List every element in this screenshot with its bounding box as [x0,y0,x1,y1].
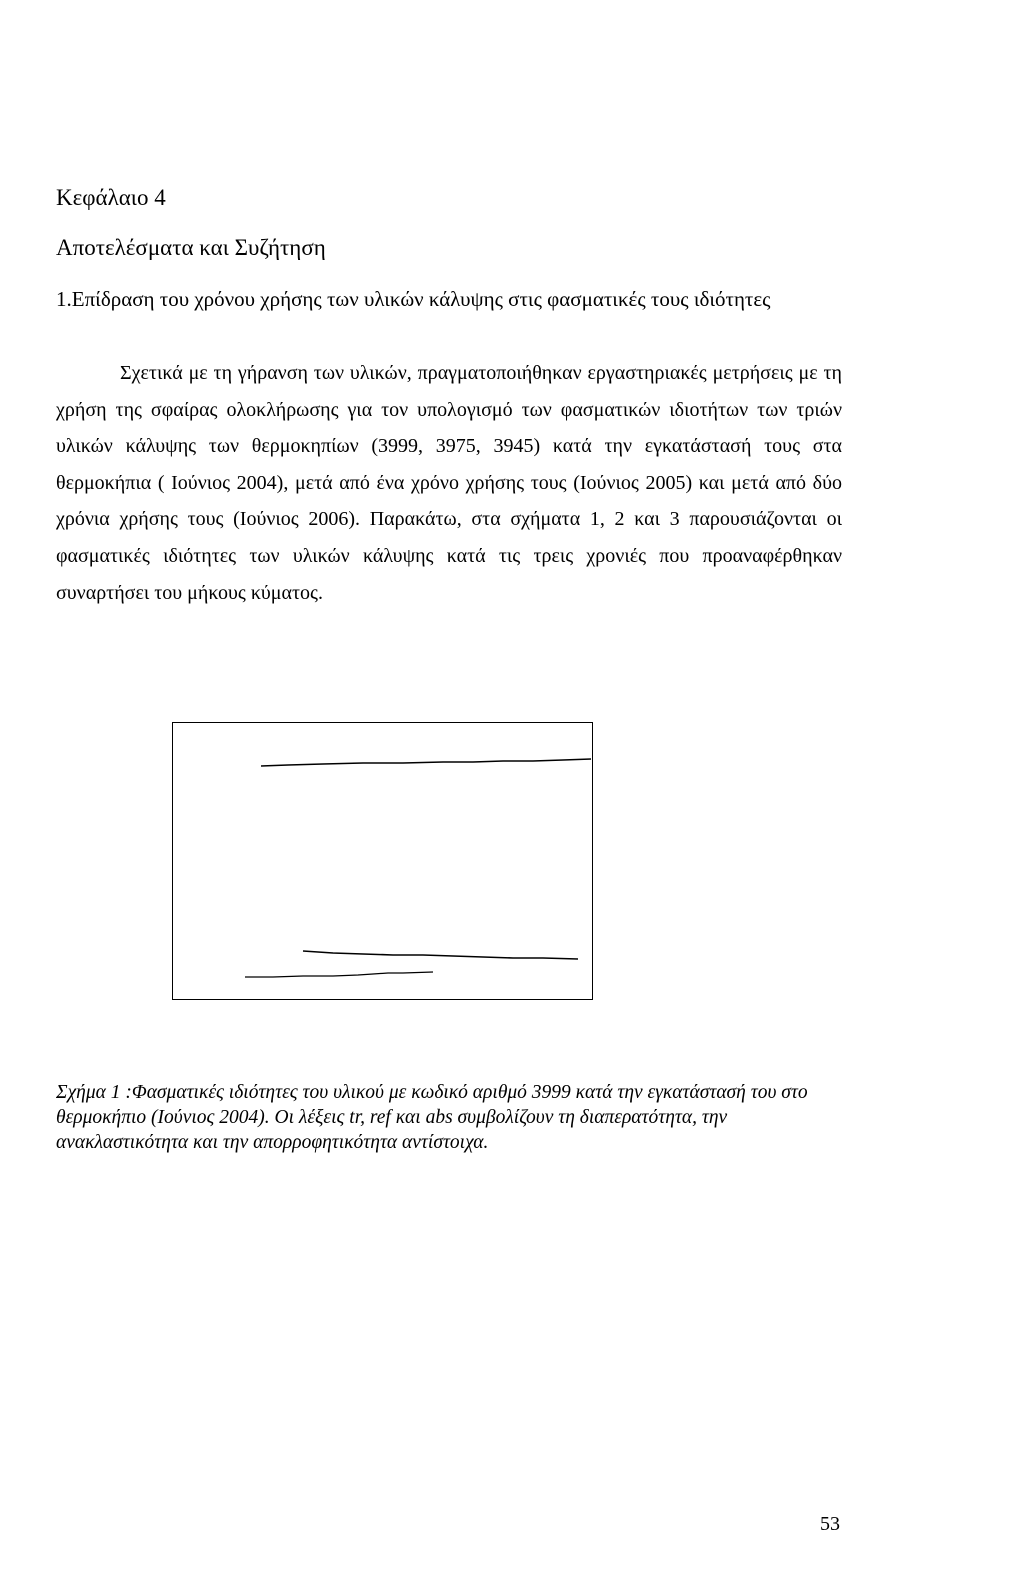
middle-curve [303,951,578,959]
subsection-title: 1.Επίδραση του χρόνου χρήσης των υλικών κάλυψης στις φασματικές τους ιδιότητες [56,287,771,311]
page-number: 53 [820,1513,840,1535]
figure-caption: Σχήμα 1 :Φασματικές ιδιότητες του υλικού με κωδικό αριθμό 3999 κατά την εγκατάστασή του στο θερμοκήπιο (Ιούνιος 2004). Οι λέξεις tr, ref και abs συμβολίζουν τη διαπερατότητα, την ανακλαστικότητα και την απορροφητικότητα αντίστοιχα. [56,1082,808,1153]
body-paragraph: Σχετικά με τη γήρανση των υλικών, πραγματοποιήθηκαν εργαστηριακές μετρήσεις με τη χρήση της σφαίρας ολοκλήρωσης για τον υπολογισμό των φασματικών ιδιοτήτων των τριών υλικών κάλυψης των θερμοκηπίων (3999, 3975, 3945) κατά την εγκατάστασή τους στα θερμοκήπια ( Ιούνιος 2004), μετά από ένα χρόνο χρήσης τους (Ιούνιος 2005) και μετά από δύο χρόνια χρήσης τους (Ιούνιος 2006). Παρακάτω, στα σχήματα 1, 2 και 3 παρουσιάζονται οι φασματικές ιδιότητες των υλικών κάλυψης κατά τις τρεις χρονιές που προαναφέρθηκαν συναρτήσει του μήκους κύματος. [56,362,842,604]
lower-curve [245,972,433,977]
upper-curve [261,759,591,766]
chapter-title: Κεφάλαιο 4 [56,185,166,210]
section-title: Αποτελέσματα και Συζήτηση [56,235,326,260]
figure-plot [173,723,594,1001]
figure-1 [172,722,593,1000]
